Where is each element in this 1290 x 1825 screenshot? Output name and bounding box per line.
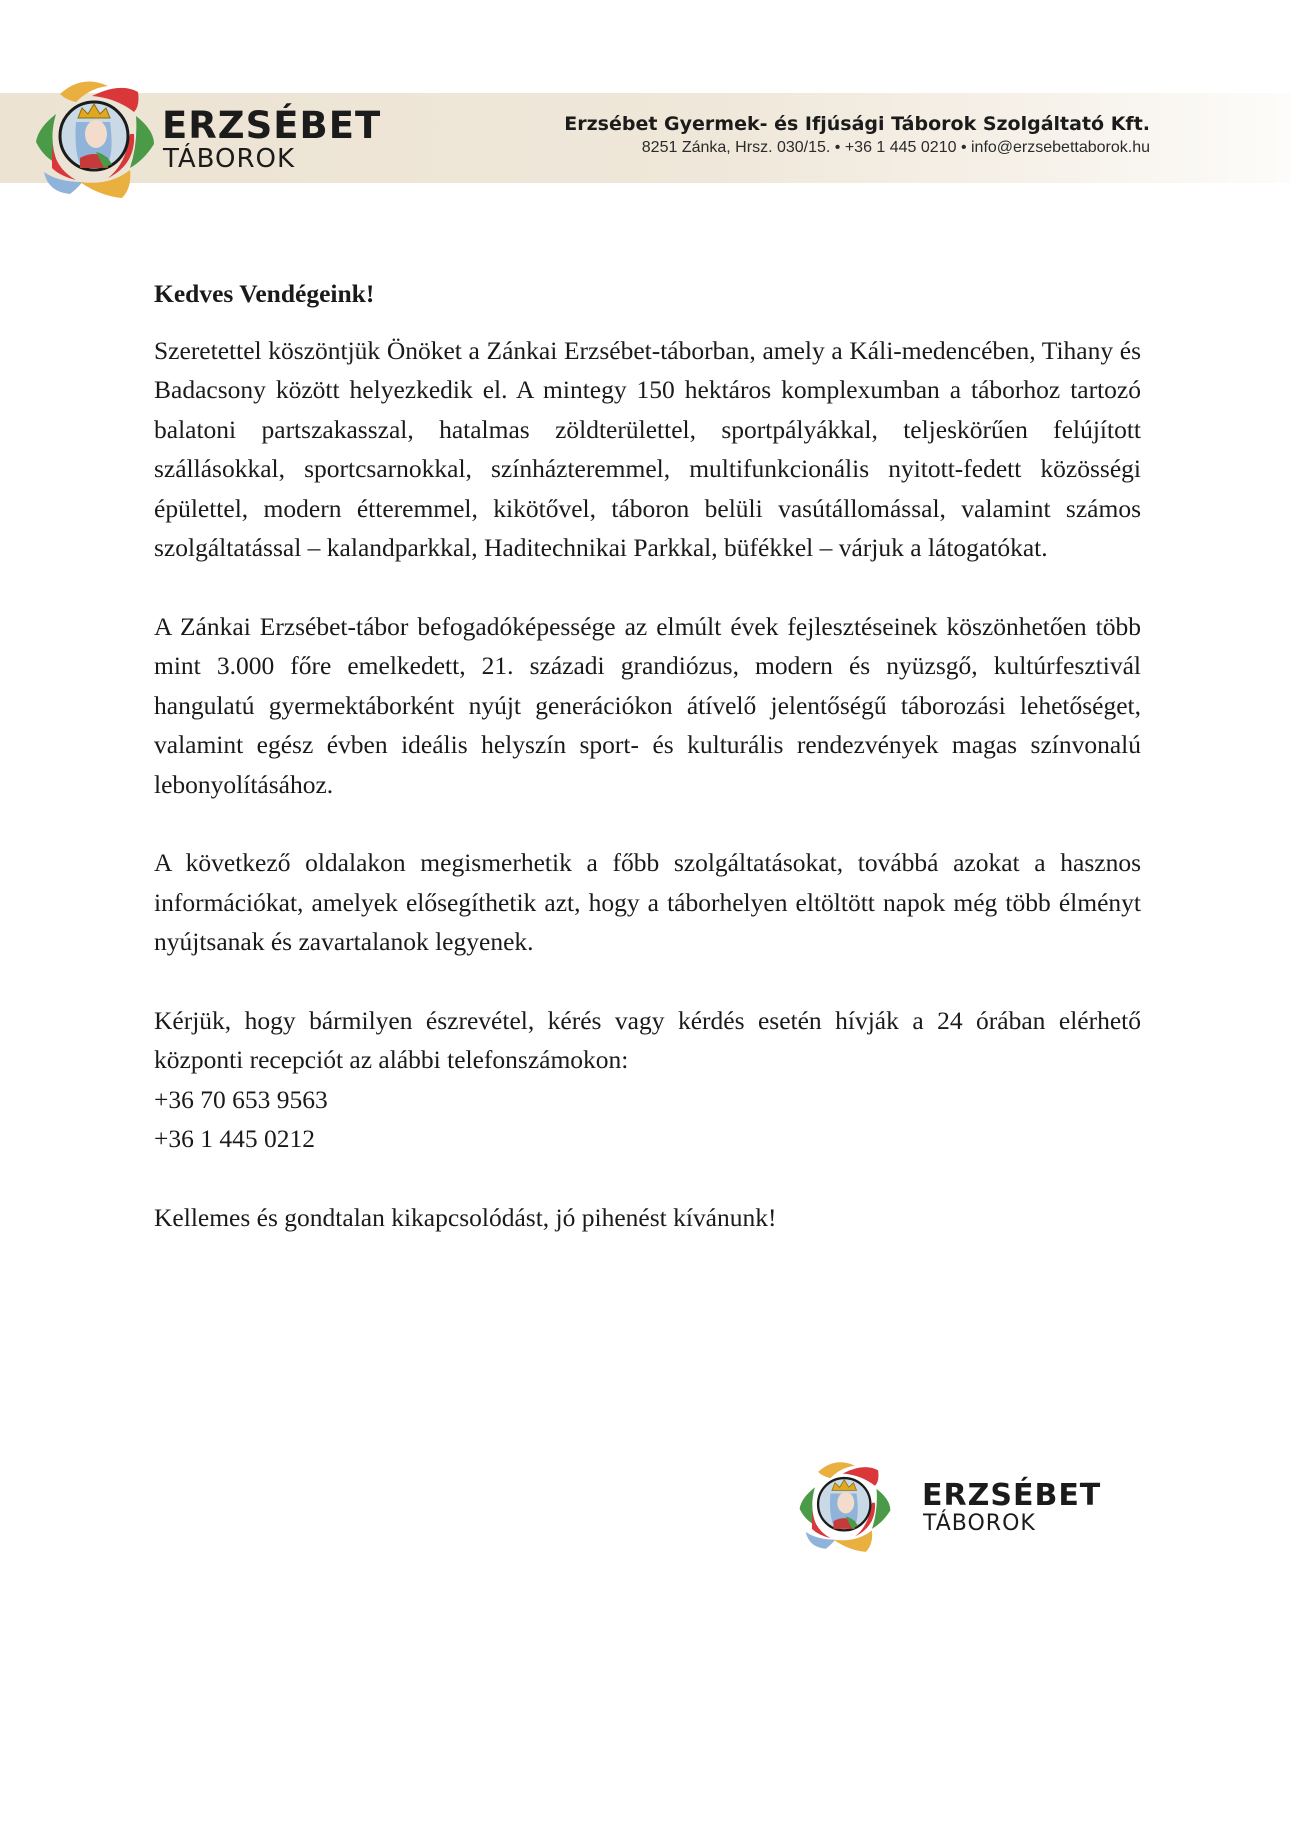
paragraph-services: A következő oldalakon megismerhetik a főbb szolgáltatásokat, továbbá azokat a hasznos információkat, amelyek elősegíthetik azt, hogy a táborhelyen eltöltött napok még több élményt nyújtsanak és zavartalanok legyenek. bbox=[154, 848, 1141, 956]
logo-petal-yellow-bottom bbox=[80, 170, 130, 198]
phone-number-mobile[interactable]: +36 70 653 9563 bbox=[154, 1084, 328, 1114]
brand-name: ERZSÉBET bbox=[162, 104, 382, 147]
footer-logo-emblem bbox=[795, 1455, 895, 1555]
paragraph-welcome: Szeretettel köszöntjük Önöket a Zánkai Erzsébet-táborban, amely a Káli-medencében, Tihany és Badacsony között helyezkedik el. A mintegy 150 hektáros komplexumban a táborhoz tartozó balatoni partszakasszal, hatalmas zöldterülettel, sportpályákkal, teljeskörűen felújított szállásokkal, sportcsarnokkal, színházteremmel, multifunkcionális nyitott-fedett közösségi épülettel, modern étteremmel, kikötővel, táboron belüli vasútállomással, valamint számos szolgáltatással – kalandparkkal, Haditechnikai Parkkal, büfékkel – várjuk a látogatókat. bbox=[154, 335, 1141, 562]
paragraph-contact bbox=[154, 1001, 1141, 1159]
brand-subtitle: TÁBOROK bbox=[163, 144, 296, 174]
erzsebet-logo-emblem bbox=[30, 72, 160, 202]
logo-petal-yellow-top bbox=[60, 82, 108, 103]
company-name: Erzsébet Gyermek- és Ifjúsági Táborok Szolgáltató Kft. bbox=[564, 113, 1150, 135]
greeting: Kedves Vendégeink! bbox=[154, 279, 375, 308]
paragraph-capacity: A Zánkai Erzsébet-tábor befogadóképessége az elmúlt évek fejlesztéseinek köszönhetően több mint 3.000 főre emelkedett, 21. századi grandiózus, modern és nyüzsgő, kultúrfesztivál hangulatú gyermektáborként nyújt generációkon átívelő jelentőségű táborozási lehetőséget, valamint egész évben ideális helyszín sport- és kulturális rendezvények magas színvonalú lebonyolításához. bbox=[154, 611, 1141, 799]
queen-face-icon bbox=[85, 120, 107, 148]
contact-intro: Kérjük, hogy bármilyen észrevétel, kérés vagy kérdés esetén hívják a 24 órában elérhető központi recepciót az alábbi telefonszámokon: bbox=[154, 1005, 1141, 1074]
letter-body bbox=[154, 274, 1141, 1276]
footer-brand-subtitle: TÁBOROK bbox=[923, 1511, 1036, 1536]
company-contact: 8251 Zánka, Hrsz. 030/15. • +36 1 445 0210 • info@erzsebettaborok.hu bbox=[641, 139, 1150, 156]
company-info bbox=[564, 113, 1150, 157]
closing-line: Kellemes és gondtalan kikapcsolódást, jó pihenést kívánunk! bbox=[154, 1202, 777, 1232]
footer-brand-name: ERZSÉBET bbox=[922, 1478, 1102, 1513]
phone-number-landline[interactable]: +36 1 445 0212 bbox=[154, 1124, 316, 1153]
